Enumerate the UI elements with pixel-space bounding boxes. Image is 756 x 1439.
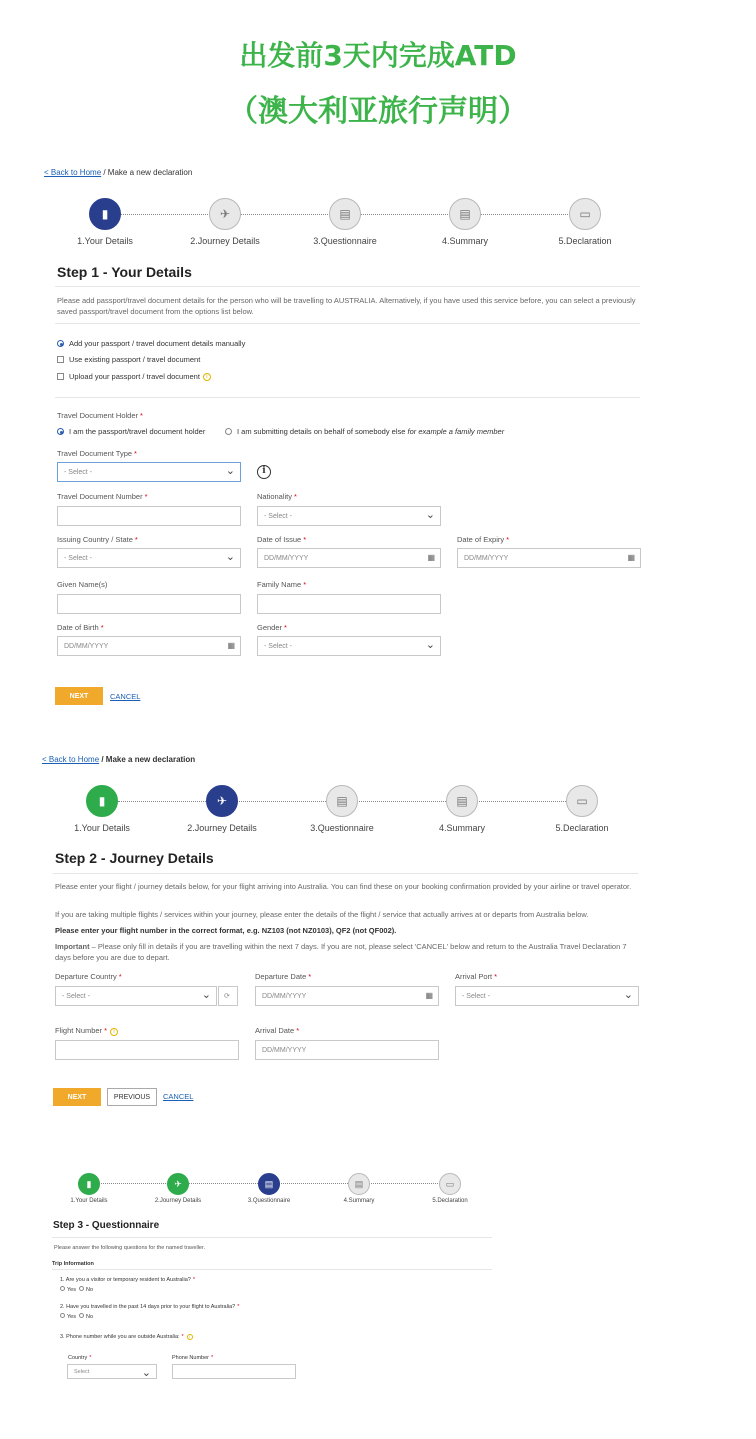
- given-name-input[interactable]: [57, 594, 241, 614]
- issue-date-label: Date of Issue *: [257, 535, 307, 544]
- holder-other-radio[interactable]: [225, 427, 504, 436]
- clipboard-icon: ▤: [258, 1173, 280, 1195]
- step-declaration: [400, 1173, 500, 1204]
- step-label: 2.Journey Details: [187, 823, 257, 833]
- passport-icon: ▮: [89, 198, 121, 230]
- step3-title: Step 3 - Questionnaire: [53, 1220, 160, 1231]
- step-label: 4.Summary: [438, 823, 485, 833]
- phone-label: Phone Number *: [172, 1355, 214, 1361]
- passport-icon: ▮: [86, 785, 118, 817]
- nationality-label: Nationality *: [257, 492, 297, 501]
- info-icon[interactable]: i: [203, 373, 211, 381]
- dep-date-input[interactable]: DD/MM/YYYY ▦: [255, 986, 439, 1006]
- holder-label: Travel Document Holder *: [57, 411, 143, 420]
- checkbox: [57, 373, 64, 380]
- radio-label-example: for example a family member: [407, 427, 505, 436]
- arr-port-label: Arrival Port *: [455, 972, 498, 981]
- option-manual[interactable]: [57, 339, 245, 348]
- question-1-options: Yes No: [60, 1286, 93, 1293]
- step-label: 5.Declaration: [555, 823, 609, 833]
- issuing-label: Issuing Country / State *: [57, 535, 138, 544]
- next-button[interactable]: NEXT: [55, 687, 103, 705]
- radio[interactable]: [60, 1286, 65, 1291]
- step1-title: Step 1 - Your Details: [57, 264, 192, 280]
- divider: [53, 873, 638, 874]
- question-1: 1. Are you a visitor or temporary resident to Australia? *: [60, 1277, 195, 1283]
- calendar-icon[interactable]: ▦: [427, 553, 435, 562]
- cancel-link[interactable]: CANCEL: [110, 692, 141, 701]
- calendar-icon[interactable]: ▦: [627, 553, 635, 562]
- step-label: 3.Questionnaire: [310, 823, 374, 833]
- document-icon: ▤: [449, 198, 481, 230]
- step1-intro: Please add passport/travel document details for the person who will be travelling to AUSTRALIA. Alternatively, if you have used this service before, you can select a previously saved passport/travel document from the options list below.: [57, 296, 636, 316]
- family-name-input[interactable]: [257, 594, 441, 614]
- clipboard-icon: ▤: [326, 785, 358, 817]
- dob-label: Date of Birth *: [57, 623, 104, 632]
- step-questionnaire: [219, 1173, 319, 1204]
- plane-icon: ✈: [167, 1173, 189, 1195]
- breadcrumb-current: / Make a new declaration: [101, 168, 193, 177]
- banner-subtitle: （澳大利亚旅行声明）: [228, 94, 528, 129]
- option-existing[interactable]: [57, 355, 200, 364]
- plane-icon: ✈: [206, 785, 238, 817]
- family-name-label: Family Name *: [257, 580, 307, 589]
- issuing-select[interactable]: - Select - ⌄: [57, 548, 241, 568]
- step-label: 3.Questionnaire: [247, 1198, 291, 1204]
- clipboard-icon: ▤: [329, 198, 361, 230]
- card-icon: ▭: [569, 198, 601, 230]
- step-questionnaire: [292, 785, 392, 833]
- dob-input[interactable]: DD/MM/YYYY ▦: [57, 636, 241, 656]
- divider: [55, 323, 640, 324]
- info-icon[interactable]: i: [257, 465, 271, 479]
- section-title: Trip Information: [52, 1261, 94, 1267]
- step-declaration: [535, 198, 635, 246]
- back-to-home-link[interactable]: < Back to Home: [42, 755, 100, 764]
- previous-button[interactable]: PREVIOUS: [107, 1088, 157, 1106]
- nationality-select[interactable]: - Select - ⌄: [257, 506, 441, 526]
- checkbox: [57, 356, 64, 363]
- step-summary: [412, 785, 512, 833]
- radio-label: I am the passport/travel document holder: [69, 427, 206, 436]
- step-journey-details: [175, 198, 275, 246]
- radio-selected: [57, 428, 64, 435]
- next-button[interactable]: NEXT: [53, 1088, 101, 1106]
- breadcrumb: [42, 755, 195, 764]
- info-icon[interactable]: i: [187, 1334, 193, 1340]
- step-your-details: [39, 1173, 139, 1204]
- step-label: 3.Questionnaire: [313, 236, 377, 246]
- step-label: 5.Declaration: [558, 236, 612, 246]
- banner-title: 出发前3天内完成ATD: [239, 39, 517, 72]
- step-declaration: [532, 785, 632, 833]
- radio-selected: [57, 340, 64, 347]
- step-your-details: [52, 785, 152, 833]
- arr-date-input[interactable]: DD/MM/YYYY: [255, 1040, 439, 1060]
- gender-select[interactable]: - Select - ⌄: [257, 636, 441, 656]
- option-label: Use existing passport / travel document: [69, 355, 201, 364]
- flight-number-input[interactable]: [55, 1040, 239, 1060]
- doc-type-select[interactable]: - Select - ⌄: [57, 462, 241, 482]
- step-questionnaire: [295, 198, 395, 246]
- radio[interactable]: [60, 1313, 65, 1318]
- back-to-home-link[interactable]: < Back to Home: [44, 168, 102, 177]
- step3-intro: Please answer the following questions for the named traveller.: [54, 1245, 206, 1251]
- arr-date-label: Arrival Date *: [255, 1026, 300, 1035]
- country-label: Country *: [68, 1355, 92, 1361]
- card-icon: ▭: [566, 785, 598, 817]
- arr-port-select[interactable]: - Select - ⌄: [455, 986, 639, 1006]
- step2-p2: If you are taking multiple flights / services within your journey, please enter the details of the flight / service that actually arrives at or departs from Australia below.: [55, 910, 589, 919]
- step-journey-details: [128, 1173, 228, 1204]
- expiry-date-input[interactable]: DD/MM/YYYY ▦: [457, 548, 641, 568]
- step2-p4: Important – Please only fill in details if you are travelling within the next 7 days. If you are not, please select 'CANCEL' below and return to the Australia Travel Declaration 7 days before you are due to depart.: [55, 942, 627, 962]
- step-your-details: [55, 198, 155, 246]
- question-3: 3. Phone number while you are outside Australia: * i: [60, 1334, 193, 1340]
- step-label: 4.Summary: [441, 236, 488, 246]
- holder-self-radio[interactable]: [57, 427, 205, 436]
- step-label: 4.Summary: [343, 1198, 375, 1204]
- radio[interactable]: [79, 1286, 84, 1291]
- dep-date-label: Departure Date *: [255, 972, 312, 981]
- step-summary: [309, 1173, 409, 1204]
- step2-p1: Please enter your flight / journey details below, for your flight arriving into Australia. You can find these on your booking confirmation provided by your airline or travel operator.: [55, 882, 632, 891]
- dep-country-select[interactable]: - Select - ⌄: [55, 986, 217, 1006]
- calendar-icon[interactable]: ▦: [227, 641, 235, 650]
- doc-number-label: Travel Document Number *: [57, 492, 148, 501]
- gender-label: Gender *: [257, 623, 287, 632]
- document-icon: ▤: [348, 1173, 370, 1195]
- phone-input[interactable]: [172, 1364, 296, 1379]
- divider: [55, 397, 640, 398]
- doc-type-label: Travel Document Type *: [57, 449, 137, 458]
- dep-country-label: Departure Country *: [55, 972, 122, 981]
- info-icon[interactable]: i: [110, 1028, 118, 1036]
- step-label: 1.Your Details: [74, 823, 130, 833]
- calendar-icon[interactable]: ▦: [425, 991, 433, 1000]
- option-upload[interactable]: [57, 372, 211, 381]
- breadcrumb: [44, 168, 192, 177]
- question-2-options: Yes No: [60, 1313, 93, 1320]
- question-2: 2. Have you travelled in the past 14 days prior to your flight to Australia? *: [60, 1304, 240, 1310]
- option-label: Upload your passport / travel document: [69, 372, 200, 381]
- step-label: 2.Journey Details: [154, 1198, 202, 1204]
- refresh-icon[interactable]: ⟳: [218, 986, 238, 1006]
- step2-title: Step 2 - Journey Details: [55, 850, 214, 866]
- step2-p3: Please enter your flight number in the correct format, e.g. NZ103 (not NZ0103), QF2 (not QF002).: [55, 926, 397, 935]
- step-label: 5.Declaration: [432, 1198, 468, 1204]
- passport-icon: ▮: [78, 1173, 100, 1195]
- radio[interactable]: [79, 1313, 84, 1318]
- step-journey-details: [172, 785, 272, 833]
- country-select[interactable]: Select ⌄: [67, 1364, 157, 1379]
- given-name-label: Given Name(s): [57, 580, 108, 589]
- cancel-link[interactable]: CANCEL: [163, 1092, 194, 1101]
- card-icon: ▭: [439, 1173, 461, 1195]
- issue-date-input[interactable]: DD/MM/YYYY ▦: [257, 548, 441, 568]
- divider: [52, 1237, 492, 1238]
- flight-number-label: Flight Number * i: [55, 1026, 118, 1036]
- step-label: 1.Your Details: [77, 236, 133, 246]
- option-label: Add your passport / travel document details manually: [69, 339, 246, 348]
- step-label: 2.Journey Details: [190, 236, 260, 246]
- plane-icon: ✈: [209, 198, 241, 230]
- doc-number-input[interactable]: [57, 506, 241, 526]
- document-icon: ▤: [446, 785, 478, 817]
- expiry-label: Date of Expiry *: [457, 535, 510, 544]
- step-label: 1.Your Details: [70, 1198, 108, 1204]
- step-summary: [415, 198, 515, 246]
- breadcrumb-current: / Make a new declaration: [99, 755, 196, 764]
- divider: [55, 286, 640, 287]
- radio: [225, 428, 232, 435]
- radio-label: I am submitting details on behalf of somebody else: [237, 427, 406, 436]
- divider: [52, 1269, 492, 1270]
